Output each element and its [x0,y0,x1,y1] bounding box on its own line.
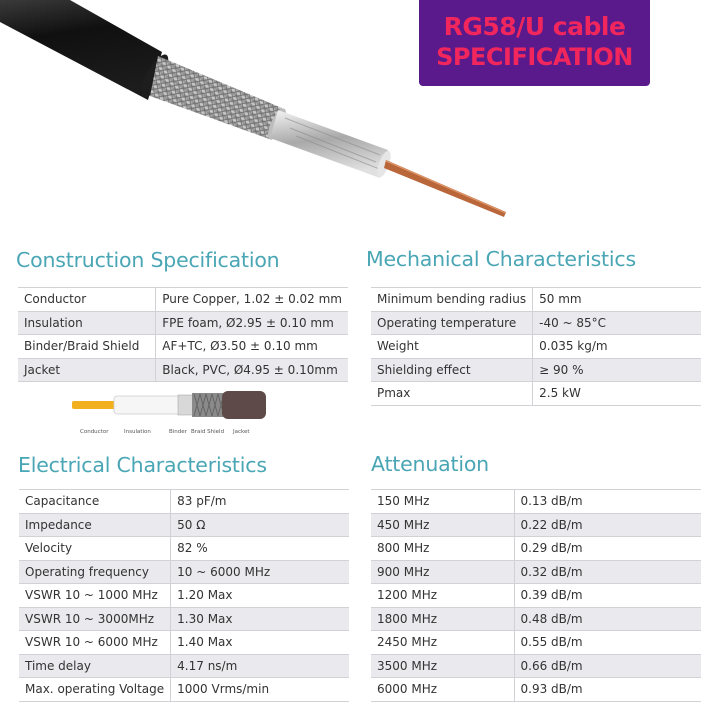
mechanical-row [371,311,701,335]
title-banner [419,0,650,86]
diagram-label-jacket: Jacket [233,429,250,435]
electrical-heading: Electrical Characteristics [18,453,267,477]
electrical-row-value: 10 ~ 6000 MHz [171,560,349,584]
attenuation-row-label: 800 MHz [371,537,514,561]
mechanical-row [371,358,701,382]
construction-row-value: Black, PVC, Ø4.95 ± 0.10mm [156,358,348,382]
electrical-row [19,513,349,537]
construction-row [18,311,348,335]
attenuation-row-value: 0.29 dB/m [514,537,701,561]
electrical-row-label: VSWR 10 ~ 3000MHz [19,607,171,631]
attenuation-row-label: 6000 MHz [371,678,514,702]
electrical-row-label: Impedance [19,513,171,537]
attenuation-table [371,489,701,702]
mechanical-row-label: Minimum bending radius [371,288,533,312]
attenuation-row-value: 0.48 dB/m [514,607,701,631]
electrical-row-value: 50 Ω [171,513,349,537]
mechanical-table [371,287,701,406]
construction-row-label: Insulation [18,311,156,335]
attenuation-row-value: 0.66 dB/m [514,654,701,678]
mechanical-row-value: 0.035 kg/m [533,335,701,359]
electrical-row-label: Capacitance [19,490,171,514]
construction-row-label: Binder/Braid Shield [18,335,156,359]
mechanical-row-label: Pmax [371,382,533,406]
electrical-row-label: VSWR 10 ~ 6000 MHz [19,631,171,655]
mechanical-row [371,382,701,406]
electrical-row-value: 4.17 ns/m [171,654,349,678]
electrical-row-label: VSWR 10 ~ 1000 MHz [19,584,171,608]
electrical-row [19,631,349,655]
electrical-row-value: 83 pF/m [171,490,349,514]
attenuation-row-value: 0.22 dB/m [514,513,701,537]
attenuation-row [371,513,701,537]
attenuation-row [371,607,701,631]
attenuation-row [371,654,701,678]
electrical-row-label: Time delay [19,654,171,678]
attenuation-row-value: 0.13 dB/m [514,490,701,514]
construction-row-label: Jacket [18,358,156,382]
attenuation-row-label: 450 MHz [371,513,514,537]
mechanical-heading: Mechanical Characteristics [366,247,636,271]
electrical-row-value: 1.40 Max [171,631,349,655]
mechanical-row-label: Shielding effect [371,358,533,382]
construction-heading: Construction Specification [16,248,280,272]
electrical-row-label: Max. operating Voltage [19,678,171,702]
mechanical-row-value: ≥ 90 % [533,358,701,382]
diagram-label-conductor: Conductor [80,429,109,435]
construction-row [18,358,348,382]
attenuation-row-value: 0.39 dB/m [514,584,701,608]
cable-layer-illustration [66,386,286,430]
construction-row [18,288,348,312]
title-line-1: RG58/U cable [443,12,626,41]
electrical-row-value: 1.30 Max [171,607,349,631]
diagram-insulation [114,396,186,414]
attenuation-row-value: 0.55 dB/m [514,631,701,655]
construction-row [18,335,348,359]
diagram-label-binder: Binder [169,429,187,435]
electrical-row-value: 1.20 Max [171,584,349,608]
attenuation-row [371,537,701,561]
diagram-label-insulation: Insulation [124,429,151,435]
cable-conductor [384,160,506,217]
electrical-row-label: Velocity [19,537,171,561]
electrical-row-value: 82 % [171,537,349,561]
attenuation-row-label: 2450 MHz [371,631,514,655]
mechanical-row [371,335,701,359]
attenuation-row-label: 150 MHz [371,490,514,514]
electrical-row [19,654,349,678]
mechanical-row-label: Weight [371,335,533,359]
electrical-row [19,584,349,608]
cable-jacket [0,0,173,101]
electrical-row [19,678,349,702]
mechanical-row [371,288,701,312]
construction-row-value: AF+TC, Ø3.50 ± 0.10 mm [156,335,348,359]
cable-braid [150,56,290,142]
mechanical-row-value: -40 ~ 85°C [533,311,701,335]
cable-foil [270,110,393,179]
construction-table [18,287,348,382]
diagram-jacket [222,391,266,419]
attenuation-row-label: 3500 MHz [371,654,514,678]
electrical-row-label: Operating frequency [19,560,171,584]
construction-row-label: Conductor [18,288,156,312]
electrical-row [19,607,349,631]
attenuation-row-label: 1800 MHz [371,607,514,631]
attenuation-row [371,560,701,584]
mechanical-row-label: Operating temperature [371,311,533,335]
attenuation-row-value: 0.32 dB/m [514,560,701,584]
construction-row-value: FPE foam, Ø2.95 ± 0.10 mm [156,311,348,335]
construction-row-value: Pure Copper, 1.02 ± 0.02 mm [156,288,348,312]
attenuation-row-value: 0.93 dB/m [514,678,701,702]
electrical-row [19,560,349,584]
title-line-2: SPECIFICATION [436,43,633,71]
attenuation-row-label: 900 MHz [371,560,514,584]
cable-layer-diagram [66,386,286,440]
attenuation-row [371,631,701,655]
attenuation-row [371,490,701,514]
attenuation-row [371,678,701,702]
electrical-table [19,489,349,702]
diagram-label-braid: Braid Shield [191,429,225,435]
electrical-row-value: 1000 Vrms/min [171,678,349,702]
attenuation-row [371,584,701,608]
electrical-row [19,537,349,561]
attenuation-heading: Attenuation [371,452,489,476]
mechanical-row-value: 2.5 kW [533,382,701,406]
mechanical-row-value: 50 mm [533,288,701,312]
electrical-row [19,490,349,514]
attenuation-row-label: 1200 MHz [371,584,514,608]
